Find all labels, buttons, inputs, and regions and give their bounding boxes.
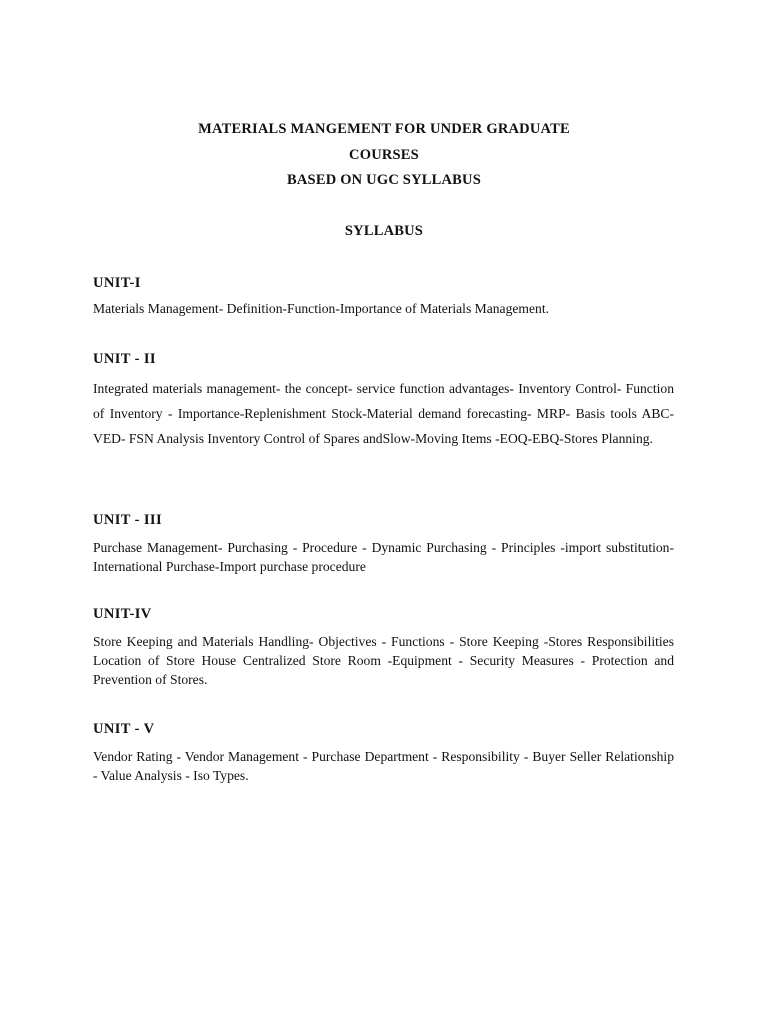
unit-3-text: Purchase Management- Purchasing - Procedure - Dynamic Purchasing - Principles -import substitution- International Purchase-Import purchase procedure: [93, 540, 674, 574]
unit-4-heading: UNIT-IV: [93, 606, 152, 622]
unit-2-heading: UNIT - II: [93, 351, 156, 367]
syllabus-heading: SYLLABUS: [344, 223, 424, 239]
unit-5-heading: UNIT - V: [93, 721, 155, 737]
document-title-line-3: BASED ON UGC SYLLABUS: [287, 172, 481, 188]
document-title-line-2: COURSES: [349, 147, 419, 163]
unit-1-heading: UNIT-I: [93, 275, 141, 291]
unit-4-text: Store Keeping and Materials Handling- Objectives - Functions - Store Keeping -Stores Responsibilities Location of Store House Centralized Store Room -Equipment - Security Measures - Protection and Prevention of Stores.: [93, 634, 674, 687]
unit-5-text: Vendor Rating - Vendor Management - Purchase Department - Responsibility - Buyer Seller Relationship - Value Analysis - Iso Types.: [93, 749, 674, 783]
unit-1-text: Materials Management- Definition-Function-Importance of Materials Management.: [93, 301, 549, 316]
unit-2-text: Integrated materials management- the concept- service function advantages- Inventory Control- Function of Inventory - Importance-Replenishment Stock-Material demand forecasting- MRP- Basis tools ABC-VED- FSN Analysis Inventory Control of Spares andSlow-Moving Items -EOQ-EBQ-Stores Planning.: [93, 381, 674, 446]
document-title-line-1: MATERIALS MANGEMENT FOR UNDER GRADUATE: [198, 121, 570, 137]
unit-3-heading: UNIT - III: [93, 512, 163, 528]
